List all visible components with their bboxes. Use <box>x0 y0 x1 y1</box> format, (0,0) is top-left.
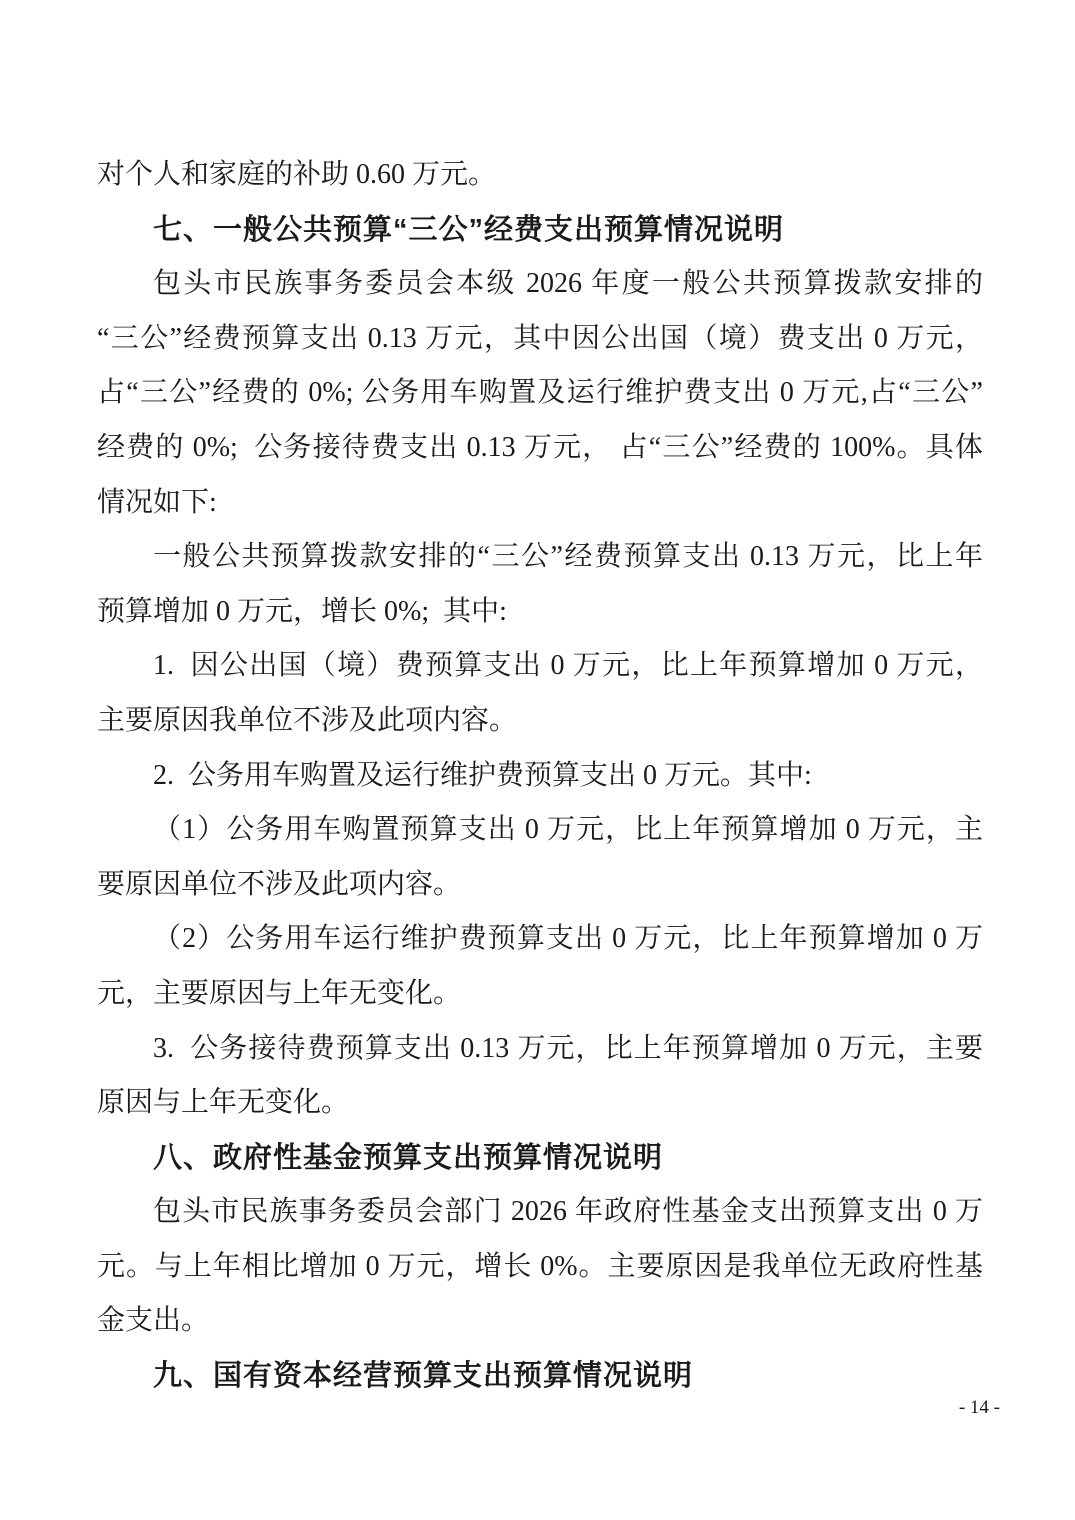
text-line: 对个人和家庭的补助 0.60 万元。 <box>97 159 497 190</box>
section-heading: 九、国有资本经营预算支出预算情况说明 <box>153 1360 694 1393</box>
text-line: 主要原因我单位不涉及此项内容。 <box>97 704 518 736</box>
text-line: 经费的 0%; 公务接待费支出 0.13 万元， 占“三公”经费的 100%。具体 <box>97 431 983 463</box>
text-line: （2）公务用车运行维护费预算支出 0 万元，比上年预算增加 0 万 <box>153 923 983 955</box>
document-body <box>97 148 983 1404</box>
text-line: 1. 因公出国（境）费预算支出 0 万元，比上年预算增加 0 万元， <box>153 650 983 682</box>
text-line: 占“三公”经费的 0%; 公务用车购置及运行维护费支出 0 万元,占“三公” <box>97 377 983 409</box>
text-line: 要原因单位不涉及此项内容。 <box>97 868 462 900</box>
text-line: “三公”经费预算支出 0.13 万元，其中因公出国（境）费支出 0 万元， <box>97 322 983 354</box>
text-line: 预算增加 0 万元，增长 0%; 其中: <box>97 595 507 627</box>
section-heading: 七、一般公共预算“三公”经费支出预算情况说明 <box>153 213 785 246</box>
text-line: 情况如下: <box>97 486 217 518</box>
text-line: 元，主要原因与上年无变化。 <box>97 977 462 1009</box>
text-line: 元。与上年相比增加 0 万元，增长 0%。主要原因是我单位无政府性基 <box>97 1250 983 1282</box>
text-line: 一般公共预算拨款安排的“三公”经费预算支出 0.13 万元，比上年 <box>153 541 983 573</box>
section-heading: 八、政府性基金预算支出预算情况说明 <box>153 1141 664 1174</box>
text-line: 金支出。 <box>97 1305 210 1337</box>
text-line: 包头市民族事务委员会部门 2026 年政府性基金支出预算支出 0 万 <box>153 1196 983 1228</box>
text-line: 包头市民族事务委员会本级 2026 年度一般公共预算拨款安排的 <box>153 268 983 300</box>
text-line: 2. 公务用车购置及运行维护费预算支出 0 万元。其中: <box>153 759 812 791</box>
text-line: （1）公务用车购置预算支出 0 万元，比上年预算增加 0 万元，主 <box>153 814 983 846</box>
text-line: 3. 公务接待费预算支出 0.13 万元，比上年预算增加 0 万元，主要 <box>153 1032 983 1064</box>
page-number: - 14 - <box>958 1397 1000 1418</box>
text-line: 原因与上年无变化。 <box>97 1087 350 1119</box>
